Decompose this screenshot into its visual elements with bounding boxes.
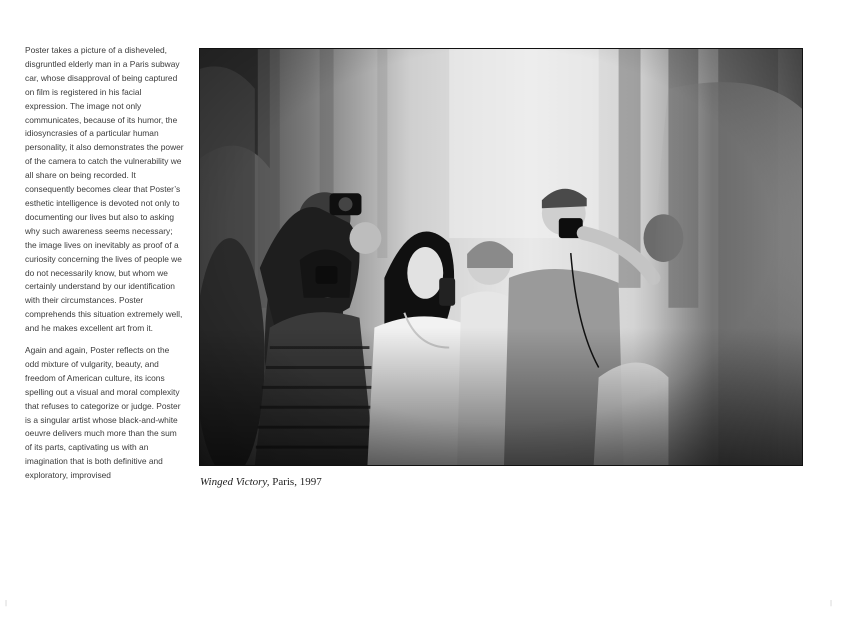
- caption-place-date: Paris, 1997: [269, 476, 322, 488]
- photograph: [199, 48, 803, 466]
- photo-caption: [200, 476, 322, 488]
- photograph-image: [200, 49, 802, 465]
- page-edge-mark-left: |: [5, 600, 8, 607]
- caption-title: Winged Victory,: [200, 476, 270, 488]
- page-edge-mark-right: |: [830, 600, 833, 607]
- body-text-column: [25, 44, 185, 491]
- body-paragraph-1: Poster takes a picture of a disheveled, disgruntled elderly man in a Paris subway car, whose disapproval of being captured on film is registered in his facial expression. The image not only communicates, because of its humor, the idiosyncrasies of a particular human personality, it also demonstrates the power of the camera to catch the vulnerability we all share on being recorded. It consequently becomes clear that Poster’s esthetic intelligence is devoted not only to documenting our lives but also to asking why such awareness seems necessary; the image lives on inevitably as proof of a curiosity concerning the lives of people we do not necessarily know, but whom we certainly understand by our identification with their circumstances. Poster comprehends this situation extremely well, and he makes excellent art from it.: [25, 45, 184, 334]
- body-paragraph-2: Again and again, Poster reflects on the odd mixture of vulgarity, beauty, and freedom of American culture, its icons spelling out a visual and moral complexity that refuses to categorize or judge. Poster is a singular artist whose black-and-white oeuvre delivers much more than the sum of its parts, captivating us with an imagination that is both definitive and exploratory, improvised: [25, 345, 181, 481]
